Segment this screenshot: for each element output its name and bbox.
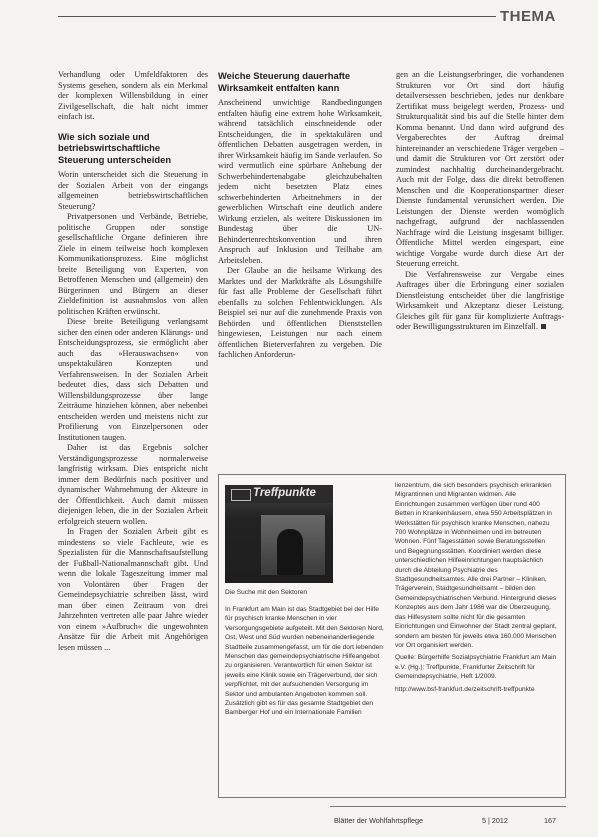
column-3 (396, 70, 564, 333)
header-rule (58, 16, 496, 17)
paragraph (396, 270, 564, 333)
paragraph: Diese breite Beteiligung verlangsamt sicher den einen oder anderen Klärungs- und Entscheidungsprozess, sie ermöglicht aber auch das »Herauswachsen« von unspektakulären Konzepten und Verfahrensweisen. In der Sozialen Arbeit bedeutet dies, dass sich Debatten und Willensbildungsprozesse über lange Zeiträume hinziehen können, aber nebenbei entscheiden werden und meistens nicht zur Profilierung von Einzelpersonen oder Institutionen taugen. (58, 317, 208, 442)
paragraph: In Fragen der Sozialen Arbeit gibt es mindestens so viele Fachleute, wie es Spezialisten für die Mannschaftsaufstellung der Fußball-Nationalmannschaft gibt. Und wenn die lokale Tageszeitung immer mal von Volontären über Fragen der Gemeindepsychiatrie schreiben lässt, wird man über einen Zeitraum von drei Jahrzehnten vertreten alle paar Jahre wieder von einem »Aufbruch« die ungewohnten Ansätze für die Arbeit mit Angehörigen lesen müssen ... (58, 527, 208, 652)
magazine-cover-image (225, 485, 333, 583)
info-box (218, 474, 566, 798)
section-label: THEMA (500, 8, 556, 25)
paragraph: Anscheinend unwichtige Randbedingungen entfalten häufig eine extrem hohe Wirksamkeit, während tatsächlich einschneidende oder Entscheidungen, die in spektakulären und öffentlichen Debatten ausgetragen werden, in ihrer Wirksamkeit häufig im Sande verlaufen. So wird vermutlich eine spürbare Anhebung der Schwerbehindertenabgabe gleichzubehalten jedem nicht besetzten Platz eines schwerbehinderten Arbeitnehmers in der gewerblichen Wirtschaft eine deutlich andere Wirkung erzielen, als weitere Diskussionen im Bundestag über die UN-Behindertenrechtskonvention und ihren Anspruch auf Inklusion und Teilhabe am Arbeitsleben. (218, 98, 382, 265)
journal-title: Blätter der Wohlfahrtspflege (334, 816, 423, 825)
paragraph: gen an die Leistungserbringer, die vorhandenen Strukturen vor Ort sind dort häufig detailversessen beschrieben, jedes nur denkbare Zertifikat muss beigelegt werden, Prozess- und Strukturqualität sind bis auf die Stelle hinter dem Komma benannt. Und dann wird aufgrund des Vergaberechtes der Auftrag dreimal hintereinander an verschiedene Träger vergeben – und damit die Strukturen vor Ort zerstört oder zumindest nachhaltig durcheinandergebracht. Auch mit der Folge, dass die direkt betroffenen Menschen und die Kooperationspartner dieser Dienste fundamental verunsichert werden. Die Leistungen der Dienste werden womöglich nachgefragt, aufgrund der nachlassenden Nachfrage wird die Leistung insgesamt billiger. Öffentliche Mittel werden eingespart, eine wichtige Vorgabe wurde durch diese Art der Steuerung erreicht. (396, 70, 564, 268)
paragraph: Worin unterscheidet sich die Steuerung in der Sozialen Arbeit von der eingangs allgemeinen betriebswirtschaftlichen Steuerung? (58, 170, 208, 211)
paragraph: Privatpersonen und Verbände, Betriebe, politische Gruppen oder sonstige gesellschaftliche Organe definieren ihre Ziele in einem teilweise hoch komplexen Kommunikationsprozess. Eine möglichst breite Beteiligung von Experten, von Betroffenen Menschen und (allgemein) den Bürgerinnen und Bürgern an dieser Zieldefinition ist ausnahmslos von allen politischen Kräften erwünscht. (58, 212, 208, 316)
info-paragraph: lienzentrum, die sich besonders psychisch erkrankten Migrantinnen und Migranten widmen. Alle Einrichtungen zusammen verfügen über rund 400 Betten in Krankenhäusern, etwa 550 Arbeitsplätzen in Werkstätten für psychisch kranke Menschen, nahezu 700 Wohnplätze in Wohnheimen und im betreuten Wohnen. Fünf Tagesstätten sowie Beratungsstellen und Begegnungsstätten. Koordiniert werden diese unterschiedlichen Hilfeeinrichtungen hauptsächlich durch die Abteilung Psychiatrie des Stadtgesundheitsamtes. Alle drei Partner – Kliniken, Trägerverein, Stadtgesundheitsamt – bilden den Gemeindepsychiatrischen Verbund. Hintergrund dieses Konzeptes aus dem Jahr 1986 war die Überzeugung, das Hilfesystem sollte nicht für die gesamten Einrichtungen und Einwohner der Stadt zentral geplant, sondern am besten für jeweils etwa 160.000 Menschen vor Ort organisiert werden. (395, 482, 557, 649)
cover-logo-text: Treffpunkte (253, 487, 316, 499)
info-box-right-text (395, 481, 557, 697)
cover-logo-mark-icon (231, 489, 251, 501)
end-mark-icon (541, 324, 546, 329)
footer-rule (330, 806, 566, 807)
info-paragraph: In Frankfurt am Main ist das Stadtgebiet bei der Hilfe für psychisch kranke Menschen in vier Versorgungsgebiete aufgeteilt. Mit den Sektoren Nord, Ost, West und Süd wurden nebeneinanderliegende Stadtteile zusammengefasst, um für die dort lebenden Menschen das gemeindepsychiatrische Hilfeangebot zu organisieren. Verantwortlich für einen Sektor ist jeweils eine Klinik sowie ein Trägerverbund, der sich verpflichtet, mit der aufsuchenden Versorgung im Sektor und ambulanten Angeboten kommen soll. Zusätzlich gibt es für das gesamte Stadtgebiet den Bamberger Hof und ein Internationale Familien (225, 606, 384, 717)
issue-volume: 5 | 2012 (482, 816, 508, 825)
paragraph: Der Glaube an die heilsame Wirkung des Marktes und der Marktkräfte als Lösungshilfe für fast alle Probleme der Gesellschaft führt ebenfalls zu solchen Fehlentwicklungen. Als Beispiel sei nur auf die zunehmende Praxis von Behörden und öffentlichen Dienststellen hingewiesen, Leistungen nur nach einem öffentlichen Bieterverfahren zu vergeben. Die fachlichen Anforderun- (218, 266, 382, 359)
subheading: Wie sich soziale und betriebswirtschaftliche Steuerung unterscheiden (58, 130, 172, 165)
info-box-left-text (225, 605, 385, 721)
paragraph: Daher ist das Ergebnis solcher Verständigungsprozesse normalerweise langfristig wirksam. Dies entspricht nicht immer dem Bedürfnis nach positiver und dynamischer Wahrnehmung der Akteure in der Öffentlichkeit. Auch damit müssen diejenigen leben, die in der Sozialen Arbeit erfolgreich steuern wollen. (58, 443, 208, 526)
paragraph: Verhandlung oder Umfeldfaktoren des Systems gesehen, sondern als ein Merkmal der komplexen Willensbildung in einer Zivilgesellschaft, die halt nicht immer einfach ist. (58, 70, 208, 121)
source-citation: Quelle: Bürgerhilfe Sozialpsychiatrie Frankfurt am Main e.V. (Hg.): Treffpunkte, Frankfurter Zeitschrift für Gemeindepsychiatrie, Heft 1/2009. (395, 654, 557, 681)
column-2 (218, 70, 382, 361)
page-footer (334, 815, 566, 827)
paragraph-text: Die Verfahrensweise zur Vergabe eines Auftrages über die Erbringung einer sozialen Dienstleistung entscheidet über die langfristige Wirksamkeit und Akzeptanz dieser Leistung. Gleiches gilt für ganz für komplizierte Auftrags- oder Bewilligungsstrukturen im Einzelfall. (396, 269, 564, 331)
cover-figure-silhouette (277, 529, 303, 575)
column-1 (58, 70, 208, 653)
source-url: http://www.bsf-frankfurt.de/zeitschrift-treffpunkte (395, 685, 535, 693)
page-number: 167 (544, 816, 556, 825)
subheading: Weiche Steuerung dauerhafte Wirksamkeit entfalten kann (218, 70, 351, 93)
cover-caption: Die Suche mit den Sektoren (225, 589, 308, 596)
